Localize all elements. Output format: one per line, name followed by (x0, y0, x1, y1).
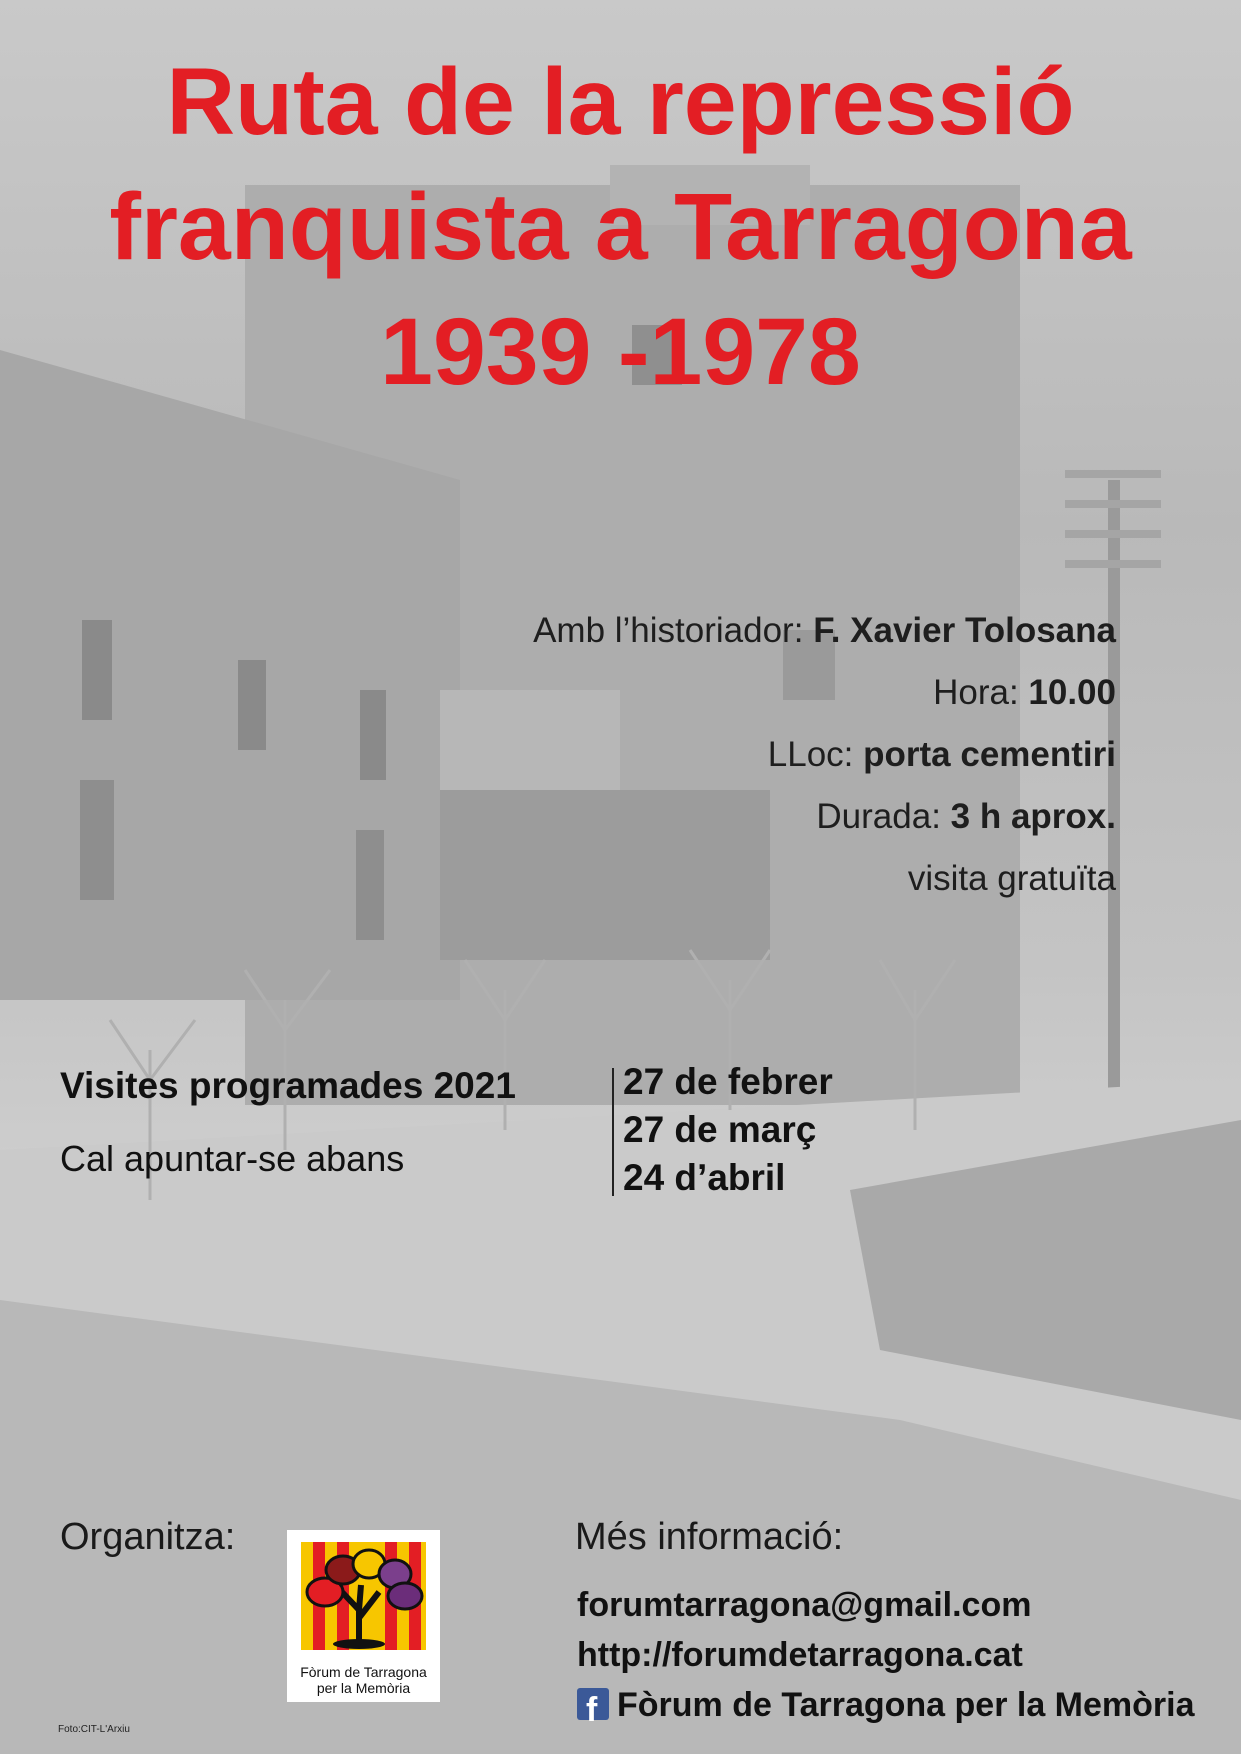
logo-caption (287, 1664, 440, 1696)
duration-row (533, 786, 1116, 848)
email-link[interactable]: forumtarragona@gmail.com (577, 1586, 1032, 1624)
free-visit-note: visita gratuïta (907, 859, 1116, 898)
logo-caption-line-2: per la Memòria (316, 1680, 411, 1696)
historian-label: Amb l’historiador: (533, 611, 804, 650)
logo-caption-line-1: Fòrum de Tarragona (300, 1664, 427, 1680)
title-line-2: franquista a Tarragona (109, 174, 1132, 280)
historian-row (533, 600, 1116, 662)
visit-date: 27 de març (623, 1109, 817, 1150)
historian-name: F. Xavier Tolosana (813, 611, 1116, 650)
more-info-label: Més informació: (575, 1516, 844, 1558)
event-details (533, 600, 1116, 910)
facebook-link[interactable] (577, 1680, 1195, 1730)
visit-date: 27 de febrer (623, 1061, 833, 1102)
photo-credit: Foto:CIT-L'Arxiu (58, 1724, 130, 1735)
divider (612, 1068, 614, 1196)
facebook-page-name: Fòrum de Tarragona per la Memòria (617, 1686, 1195, 1724)
visits-heading: Visites programades 2021 (60, 1065, 516, 1106)
time-label: Hora: (933, 673, 1019, 712)
duration-value: 3 h aprox. (950, 797, 1116, 836)
signup-note: Cal apuntar-se abans (60, 1138, 405, 1179)
place-value: porta cementiri (863, 735, 1116, 774)
website-link[interactable]: http://forumdetarragona.cat (577, 1636, 1023, 1674)
time-row (533, 662, 1116, 724)
visit-date: 24 d’abril (623, 1157, 786, 1198)
facebook-icon (577, 1688, 609, 1720)
tree-logo-icon (287, 1530, 440, 1660)
time-value: 10.00 (1028, 673, 1116, 712)
poster-title (0, 40, 1241, 415)
title-line-1: Ruta de la repressió (166, 49, 1075, 155)
organizer-label: Organitza: (60, 1516, 236, 1558)
visit-dates (623, 1058, 833, 1202)
place-label: LLoc: (767, 735, 854, 774)
title-years: 1939 -1978 (380, 299, 861, 405)
contact-info (577, 1580, 1195, 1730)
duration-label: Durada: (816, 797, 941, 836)
organizer-logo (287, 1530, 440, 1702)
place-row (533, 724, 1116, 786)
scheduled-visits (60, 1060, 516, 1180)
